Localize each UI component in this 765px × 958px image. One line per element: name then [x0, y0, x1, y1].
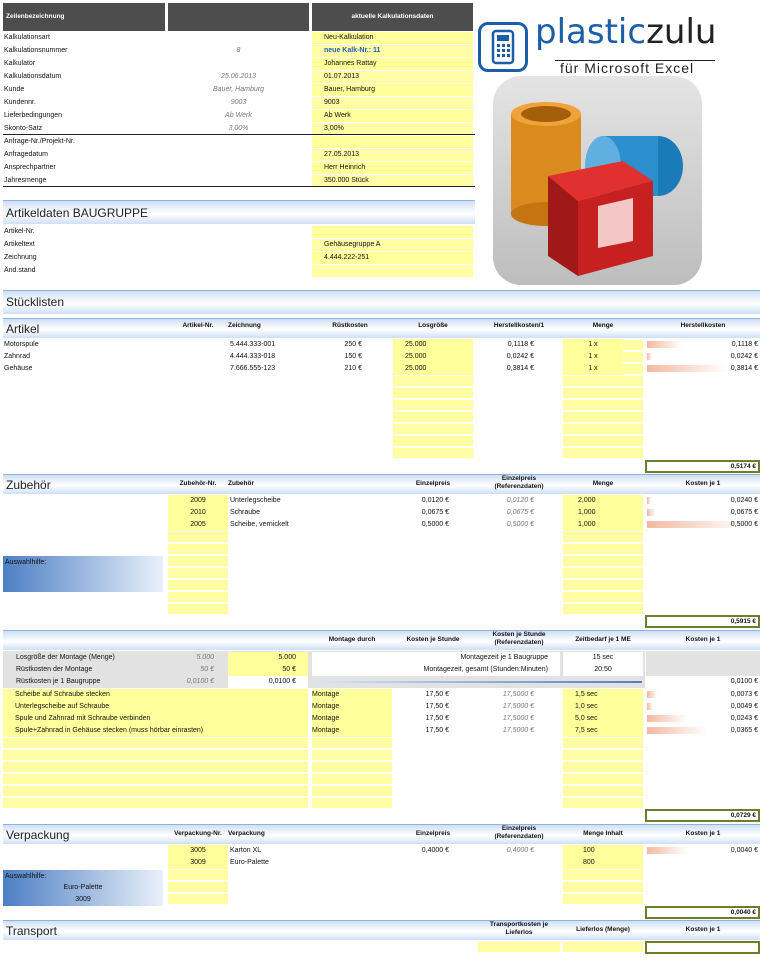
artikeldaten-label: Artikel-Nr.: [4, 228, 35, 235]
zubehoer-nr[interactable]: 2010: [168, 507, 228, 519]
montage-kosten-stunde: 17,50 €: [425, 727, 449, 734]
artikel-losgroesse[interactable]: 25.000: [393, 351, 473, 363]
montage-kosten: 0,0365 €: [730, 727, 758, 734]
col-kosten-je-stunde: Kosten je Stunde: [406, 636, 460, 643]
menge-cell[interactable]: [563, 870, 643, 880]
artikel-losgroesse[interactable]: 25.000: [393, 339, 473, 351]
col-herstellkosten-1: Herstellkosten/1: [493, 322, 545, 329]
kalk-label: Kalkulationsnummer: [4, 47, 68, 54]
montage-kosten-stunde: 17,50 €: [425, 691, 449, 698]
col-einzelpreis: Einzelpreis: [415, 830, 451, 837]
header-col-current: aktuelle Kalkulationsdaten: [312, 3, 473, 31]
losgroesse-cell[interactable]: [393, 388, 473, 398]
ruest-je-1-value: 0,0100 €: [228, 676, 308, 688]
zubehoer-kosten: 0,0240 €: [730, 497, 758, 504]
kalk-old-value: Ab Werk: [225, 112, 252, 119]
artikeldaten-value[interactable]: [312, 226, 473, 238]
stuecklisten-header: Stücklisten: [3, 290, 760, 314]
montage-total: 0,0729 €: [645, 809, 760, 822]
ruest-je-1-old: 0,0100 €: [186, 678, 214, 685]
verpackung-name: Euro-Palette: [230, 859, 269, 866]
artikel-zeichnung: 4.444.333-018: [230, 353, 276, 360]
zubehoer-einzelpreis-ref: 0,0120 €: [506, 497, 534, 504]
kalk-label: Kalkulationsdatum: [4, 73, 62, 80]
artikel-herstellkosten: 0,3814 €: [730, 365, 758, 372]
artikel-section-header: Artikel: [3, 318, 760, 338]
kalk-label: Kalkulator: [4, 60, 36, 67]
montage-step-cell[interactable]: [3, 762, 308, 772]
artikel-herstellkosten-1: 0,0242 €: [506, 353, 534, 360]
kalk-old-value: Bauer, Hamburg: [213, 86, 264, 93]
col-zubehoer-nr: Zubehör-Nr.: [179, 480, 217, 487]
col-lieferlos-menge: Lieferlos (Menge): [576, 926, 630, 933]
zubehoer-menge[interactable]: 2,000: [563, 495, 643, 507]
montage-durch-cell[interactable]: [312, 786, 392, 796]
montage-step-cell[interactable]: [3, 774, 308, 784]
artikel-herstellkosten: 0,0242 €: [730, 353, 758, 360]
zubehoer-auswahlhilfe[interactable]: Auswahlhilfe:: [3, 556, 163, 592]
montage-params-bg-right: [646, 651, 760, 676]
transport-section-header: Transport: [3, 920, 760, 940]
montage-step[interactable]: Unterlegscheibe auf Schraube: [3, 701, 308, 713]
col-losgroesse: Losgröße: [418, 322, 448, 329]
zubehoer-einzelpreis-ref: 0,0675 €: [506, 509, 534, 516]
artikel-name: Motorspule: [4, 341, 39, 348]
menge-cell[interactable]: [563, 412, 643, 422]
zubehoer-einzelpreis: 0,0675 €: [421, 509, 449, 516]
artikel-name: Gehäuse: [4, 365, 33, 372]
artikel-herstellkosten-1: 0,1118 €: [507, 341, 534, 348]
montage-kosten-stunde: 17,50 €: [425, 703, 449, 710]
zeitbedarf-cell[interactable]: [563, 750, 643, 760]
artikel-menge[interactable]: 1 x: [563, 363, 623, 375]
montagezeit-gesamt-value: 20:50: [563, 664, 643, 676]
verpackung-einzelpreis-ref: [478, 857, 534, 869]
menge-cell[interactable]: [563, 424, 643, 434]
montage-durch[interactable]: Montage: [312, 725, 392, 737]
artikel-zeichnung: 5.444.333-001: [230, 341, 276, 348]
menge-cell[interactable]: [563, 544, 643, 554]
zeitbedarf-cell[interactable]: [563, 786, 643, 796]
montage-step[interactable]: Scheibe auf Schraube stecken: [3, 689, 308, 701]
transport-total: [645, 941, 760, 954]
verpackung-menge[interactable]: 100: [563, 845, 643, 857]
montage-kosten: 0,0243 €: [730, 715, 758, 722]
menge-cell[interactable]: [563, 882, 643, 892]
col-ruestkosten: Rüstkosten: [332, 322, 368, 329]
col-herstellkosten: Herstellkosten: [680, 322, 726, 329]
kalk-label: Kunde: [4, 86, 25, 93]
menge-cell[interactable]: [563, 580, 643, 590]
menge-cell[interactable]: [563, 532, 643, 542]
header-col-old: [168, 3, 309, 31]
verpackung-total: 0,0040 €: [645, 906, 760, 919]
losgroesse-cell[interactable]: [393, 412, 473, 422]
kalk-old-value: 25.06.2013: [220, 73, 257, 80]
verpackung-auswahlhilfe[interactable]: Auswahlhilfe: Euro-Palette 3009: [3, 870, 163, 906]
kalk-old-value: [168, 162, 309, 174]
kalk-old-value: [168, 136, 309, 148]
zubehoer-einzelpreis: 0,0120 €: [421, 497, 449, 504]
zeitbedarf-cell[interactable]: [563, 774, 643, 784]
montage-kosten: 0,0049 €: [730, 703, 758, 710]
verpackung-nr-cell[interactable]: [168, 894, 228, 904]
menge-cell[interactable]: [563, 400, 643, 410]
col-menge: Menge: [592, 322, 614, 329]
kalk-current-value[interactable]: 350.000 Stück: [312, 175, 473, 187]
artikeldaten-value[interactable]: 4.444.222-251: [312, 252, 473, 264]
zubehoer-einzelpreis: 0,5000 €: [421, 521, 449, 528]
verpackung-nr[interactable]: 3005: [168, 845, 228, 857]
losgroesse-cell[interactable]: [393, 376, 473, 386]
calculator-icon: [478, 22, 528, 72]
verpackung-nr-cell[interactable]: [168, 882, 228, 892]
montage-zeitbedarf[interactable]: 1,0 sec: [563, 701, 643, 713]
col-zubehoer: Zubehör: [228, 480, 254, 487]
artikel-herstellkosten-1: 0,3814 €: [506, 365, 534, 372]
menge-cell[interactable]: [563, 376, 643, 386]
menge-cell[interactable]: [563, 592, 643, 602]
transport-input[interactable]: [478, 942, 560, 952]
arrow-right-icon: [312, 681, 642, 683]
zubehoer-nr[interactable]: 2005: [168, 519, 228, 531]
montage-durch-cell[interactable]: [312, 774, 392, 784]
col-kosten-je-1: Kosten je 1: [685, 480, 721, 487]
zubehoer-menge[interactable]: 1,000: [563, 507, 643, 519]
losgroesse-cell[interactable]: [393, 448, 473, 458]
verpackung-kosten: 0,0040 €: [730, 847, 758, 854]
zubehoer-nr[interactable]: 2009: [168, 495, 228, 507]
col-transportkosten: Transportkosten je Lieferlos: [489, 921, 549, 936]
zubehoer-nr-cell[interactable]: [168, 592, 228, 602]
artikeldaten-label: Änd.stand: [4, 267, 36, 274]
ruest-je-1-label: Rüstkosten je 1 Baugruppe: [16, 678, 101, 685]
menge-cell[interactable]: [563, 388, 643, 398]
brand-logo: plasticzulu: [535, 12, 717, 52]
col-artikel-nr: Artikel-Nr.: [182, 322, 214, 329]
product-3d-shapes-image: [493, 76, 702, 285]
kalk-current-value[interactable]: Neu-Kalkulation: [312, 32, 473, 44]
montagezeit-value: 15 sec: [563, 652, 643, 664]
zubehoer-name: Unterlegscheibe: [230, 497, 281, 504]
kalk-current-value[interactable]: Ab Werk: [312, 110, 473, 122]
artikeldaten-value[interactable]: Gehäusegruppe A: [312, 239, 473, 251]
artikeldaten-header: Artikeldaten BAUGRUPPE: [3, 200, 475, 224]
ruest-label: Rüstkosten der Montage: [16, 666, 93, 673]
kalk-label: Skonto-Satz: [4, 125, 43, 132]
zubehoer-kosten: 0,0675 €: [730, 509, 758, 516]
kalk-divider: [3, 186, 475, 187]
los-input[interactable]: 5.000: [228, 652, 308, 664]
verpackung-einzelpreis: 0,4000 €: [421, 847, 449, 854]
montage-durch[interactable]: Montage: [312, 701, 392, 713]
artikel-ruestkosten: 250 €: [344, 341, 362, 348]
kalk-label: Kundennr.: [4, 99, 36, 106]
zubehoer-nr-cell[interactable]: [168, 568, 228, 578]
zeitbedarf-cell[interactable]: [563, 798, 643, 808]
kalk-old-value: [168, 32, 309, 44]
kalk-old-value: [168, 58, 309, 70]
artikel-total: 0,5174 €: [645, 460, 760, 473]
kalk-current-value[interactable]: 27.05.2013: [312, 149, 473, 161]
verpackung-nr-cell[interactable]: [168, 870, 228, 880]
header-col-label: Zeilenbezeichnung: [3, 3, 165, 31]
kalk-current-value[interactable]: Johannes Rattay: [312, 58, 473, 70]
kalk-current-value[interactable]: [312, 136, 473, 148]
montage-kosten-stunde-ref: 17,5000 €: [502, 715, 534, 722]
verpackung-einzelpreis-ref: 0,4000 €: [506, 847, 534, 854]
menge-cell[interactable]: [563, 568, 643, 578]
verpackung-section-header: Verpackung: [3, 824, 760, 844]
zubehoer-nr-cell[interactable]: [168, 556, 228, 566]
verpackung-einzelpreis: [393, 857, 449, 869]
kalk-current-value[interactable]: 01.07.2013: [312, 71, 473, 83]
verpackung-name: Karton XL: [230, 847, 262, 854]
artikel-menge[interactable]: 1 x: [563, 339, 623, 351]
montage-zeitbedarf[interactable]: 1,5 sec: [563, 689, 643, 701]
zubehoer-kosten: 0,5000 €: [730, 521, 758, 528]
zubehoer-nr-cell[interactable]: [168, 604, 228, 614]
zubehoer-total: 0,5915 €: [645, 615, 760, 628]
zubehoer-menge[interactable]: 1,000: [563, 519, 643, 531]
artikel-zeichnung: 7.666.555-123: [230, 365, 276, 372]
artikeldaten-label: Artikeltext: [4, 241, 35, 248]
zubehoer-name: Scheibe, vernickelt: [230, 521, 289, 528]
kalk-current-value[interactable]: Herr Heinrich: [312, 162, 473, 174]
ruest-old: 50 €: [200, 666, 214, 673]
brand-subtitle: für Microsoft Excel: [560, 60, 695, 76]
los-label: Losgröße der Montage (Menge): [16, 654, 115, 661]
menge-cell[interactable]: [563, 556, 643, 566]
ruest-input[interactable]: 50 €: [228, 664, 308, 676]
montage-durch-cell[interactable]: [312, 738, 392, 748]
col-einzelpreis: Einzelpreis: [415, 480, 451, 487]
col-verpackung: Verpackung: [228, 830, 265, 837]
kalk-old-value: 9003: [230, 99, 247, 106]
kalk-old-value: 8: [236, 47, 241, 54]
montage-durch-cell[interactable]: [312, 798, 392, 808]
montage-kosten-stunde-ref: 17,5000 €: [502, 727, 534, 734]
montage-step-cell[interactable]: [3, 798, 308, 808]
verpackung-nr[interactable]: 3009: [168, 857, 228, 869]
zubehoer-einzelpreis-ref: 0,5000 €: [506, 521, 534, 528]
artikeldaten-label: Zeichnung: [4, 254, 37, 261]
artikel-ruestkosten: 150 €: [344, 353, 362, 360]
col-montage-durch: Montage durch: [328, 636, 376, 643]
col-einzelpreis-ref: Einzelpreis (Referenzdaten): [494, 475, 544, 490]
montage-step-cell[interactable]: [3, 738, 308, 748]
montagezeit-label: Montagezeit je 1 Baugruppe: [312, 652, 560, 664]
col-kosten-je-1: Kosten je 1: [685, 830, 721, 837]
kalk-current-value[interactable]: neue Kalk-Nr.: 11: [312, 45, 473, 57]
zubehoer-section-header: Zubehör: [3, 474, 760, 494]
artikel-losgroesse[interactable]: 25.000: [393, 363, 473, 375]
col-verpackung-nr: Verpackung-Nr.: [174, 830, 222, 837]
montage-step[interactable]: Spule und Zahnrad mit Schraube verbinden: [3, 713, 308, 725]
zubehoer-nr-cell[interactable]: [168, 544, 228, 554]
col-einzelpreis-ref: Einzelpreis (Referenzdaten): [494, 825, 544, 840]
col-kosten-je-stunde-ref: Kosten je Stunde (Referenzdaten): [492, 631, 546, 646]
artikel-name: Zahnrad: [4, 353, 31, 360]
zeitbedarf-cell[interactable]: [563, 738, 643, 748]
zubehoer-nr-cell[interactable]: [168, 532, 228, 542]
losgroesse-cell[interactable]: [393, 424, 473, 434]
artikel-ruestkosten: 210 €: [344, 365, 362, 372]
losgroesse-cell[interactable]: [393, 436, 473, 446]
montage-durch[interactable]: Montage: [312, 689, 392, 701]
col-zeitbedarf: Zeitbedarf je 1 ME: [575, 636, 631, 643]
col-menge-inhalt: Menge Inhalt: [583, 830, 623, 837]
montage-kosten-stunde: 17,50 €: [425, 715, 449, 722]
montage-step[interactable]: Spule+Zahnrad in Gehäuse stecken (muss hörbar einrasten): [3, 725, 308, 737]
kalk-current-value[interactable]: 9003: [312, 97, 473, 109]
menge-cell[interactable]: [563, 448, 643, 458]
menge-cell[interactable]: [563, 604, 643, 614]
kalk-current-value[interactable]: 3,00%: [312, 123, 473, 135]
zubehoer-name: Schraube: [230, 509, 260, 516]
kalk-label: Jahresmenge: [4, 177, 47, 184]
kalk-old-value: [168, 149, 309, 161]
zeitbedarf-cell[interactable]: [563, 762, 643, 772]
montage-step-cell[interactable]: [3, 786, 308, 796]
montagezeit-gesamt-label: Montagezeit, gesamt (Stunden:Minuten): [312, 664, 560, 676]
ruest-je-1-cost: 0,0100 €: [646, 676, 760, 688]
los-old: 5.000: [196, 654, 214, 661]
kalk-current-value[interactable]: Bauer, Hamburg: [312, 84, 473, 96]
kalk-label: Anfrage-Nr./Projekt-Nr.: [4, 138, 75, 145]
montage-zeitbedarf[interactable]: 7,5 sec: [563, 725, 643, 737]
losgroesse-cell[interactable]: [393, 400, 473, 410]
zubehoer-nr-cell[interactable]: [168, 580, 228, 590]
lieferlos-input[interactable]: [563, 942, 643, 952]
kalk-divider: [3, 134, 475, 135]
montage-durch[interactable]: Montage: [312, 713, 392, 725]
artikel-menge[interactable]: 1 x: [563, 351, 623, 363]
kalk-label: Lieferbedingungen: [4, 112, 62, 119]
montage-durch-cell[interactable]: [312, 762, 392, 772]
montage-durch-cell[interactable]: [312, 750, 392, 760]
kalk-label: Kalkulationsart: [4, 34, 50, 41]
montage-zeitbedarf[interactable]: 5,0 sec: [563, 713, 643, 725]
menge-cell[interactable]: [563, 436, 643, 446]
col-menge: Menge: [592, 480, 614, 487]
col-kosten-je-1: Kosten je 1: [685, 636, 721, 643]
kalk-label: Anfragedatum: [4, 151, 48, 158]
artikel-herstellkosten: 0,1118 €: [731, 341, 758, 348]
verpackung-kosten: [646, 857, 758, 869]
menge-cell[interactable]: [563, 894, 643, 904]
col-kosten-je-1: Kosten je 1: [685, 926, 721, 933]
col-zeichnung: Zeichnung: [228, 322, 261, 329]
montage-kosten: 0,0073 €: [730, 691, 758, 698]
kalk-label: Ansprechpartner: [4, 164, 56, 171]
montage-kosten-stunde-ref: 17,5000 €: [502, 691, 534, 698]
kalk-old-value: 3,00%: [228, 125, 249, 132]
artikeldaten-value[interactable]: [312, 265, 473, 277]
verpackung-menge[interactable]: 800: [563, 857, 643, 869]
montage-step-cell[interactable]: [3, 750, 308, 760]
montage-kosten-stunde-ref: 17,5000 €: [502, 703, 534, 710]
